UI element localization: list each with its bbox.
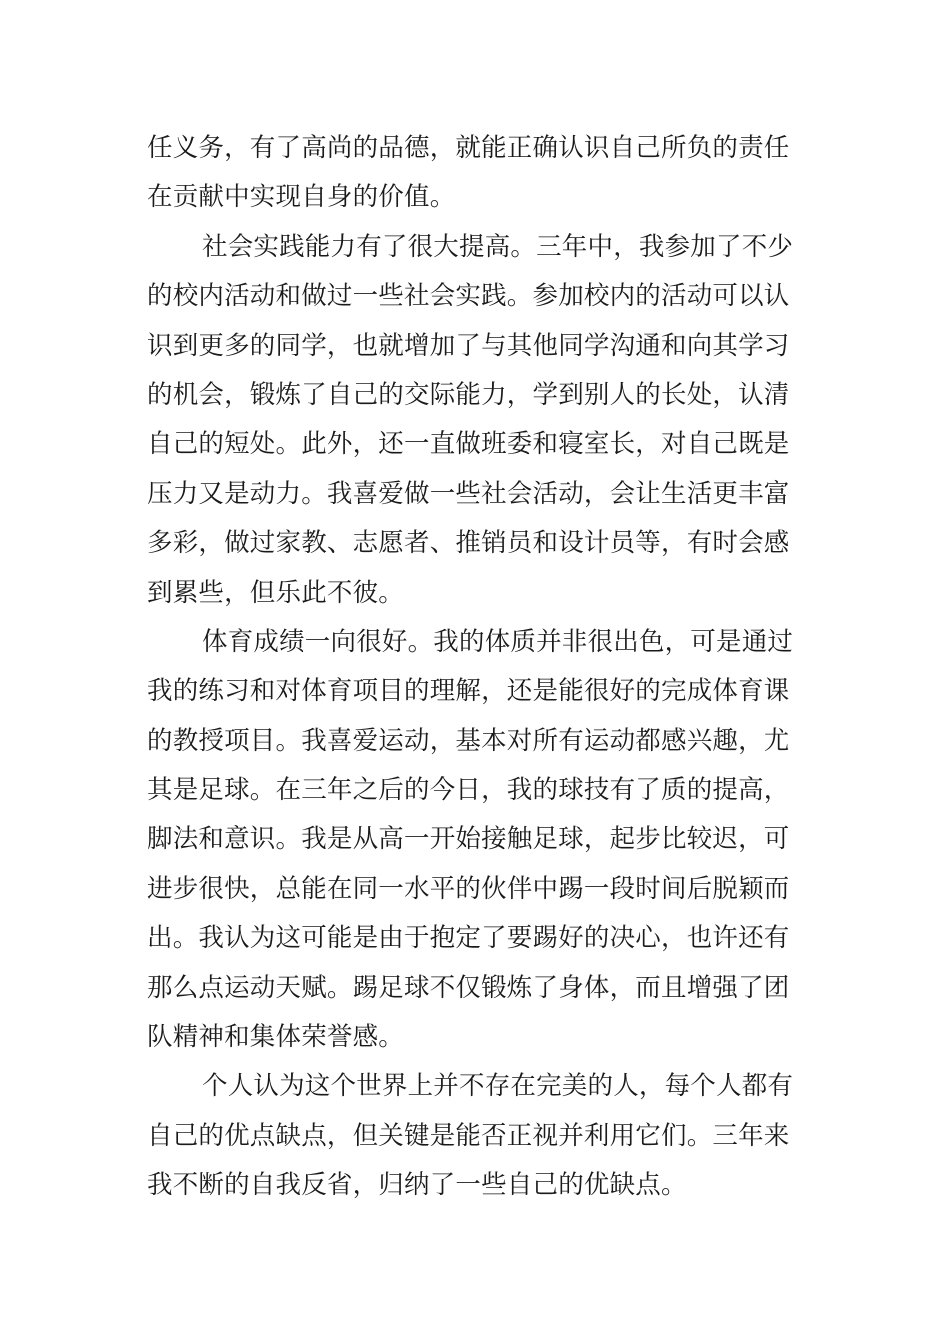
paragraph-first-line: 体育成绩一向很好。我的体质并非很出色，可是通过 xyxy=(202,626,794,657)
text-line: 出。我认为这可能是由于抱定了要踢好的决心，也许还有 xyxy=(147,923,790,954)
text-line: 的教授项目。我喜爱运动，基本对所有运动都感兴趣，尤 xyxy=(147,725,790,756)
text-line: 我不断的自我反省，归纳了一些自己的优缺点。 xyxy=(147,1170,687,1201)
body-text xyxy=(147,124,803,1211)
paragraph-first-line: 社会实践能力有了很大提高。三年中，我参加了不少 xyxy=(202,231,794,262)
text-line: 那么点运动天赋。踢足球不仅锻炼了身体，而且增强了团 xyxy=(147,972,790,1003)
text-line: 在贡献中实现自身的价值。 xyxy=(147,182,456,213)
text-line: 到累些，但乐此不彼。 xyxy=(147,577,405,608)
paragraph-first-line: 个人认为这个世界上并不存在完美的人，每个人都有 xyxy=(202,1071,794,1102)
text-line: 的校内活动和做过一些社会实践。参加校内的活动可以认 xyxy=(147,281,790,312)
text-line: 自己的短处。此外，还一直做班委和寝室长，对自己既是 xyxy=(147,429,790,460)
text-line: 的机会，锻炼了自己的交际能力，学到别人的长处，认清 xyxy=(147,379,790,410)
text-line: 自己的优点缺点，但关键是能否正视并利用它们。三年来 xyxy=(147,1120,790,1151)
text-line: 压力又是动力。我喜爱做一些社会活动，会让生活更丰富 xyxy=(147,478,790,509)
text-line: 我的练习和对体育项目的理解，还是能很好的完成体育课 xyxy=(147,676,790,707)
text-line: 进步很快，总能在同一水平的伙伴中踢一段时间后脱颖而 xyxy=(147,873,790,904)
text-line: 识到更多的同学，也就增加了与其他同学沟通和向其学习 xyxy=(147,330,790,361)
text-line: 队精神和集体荣誉感。 xyxy=(147,1022,405,1053)
text-line: 多彩，做过家教、志愿者、推销员和设计员等，有时会感 xyxy=(147,528,790,559)
text-line: 任义务，有了高尚的品德，就能正确认识自己所负的责任 xyxy=(147,133,790,163)
text-line: 其是足球。在三年之后的今日，我的球技有了质的提高， xyxy=(147,775,790,806)
text-line: 脚法和意识。我是从高一开始接触足球，起步比较迟，可 xyxy=(147,824,790,855)
